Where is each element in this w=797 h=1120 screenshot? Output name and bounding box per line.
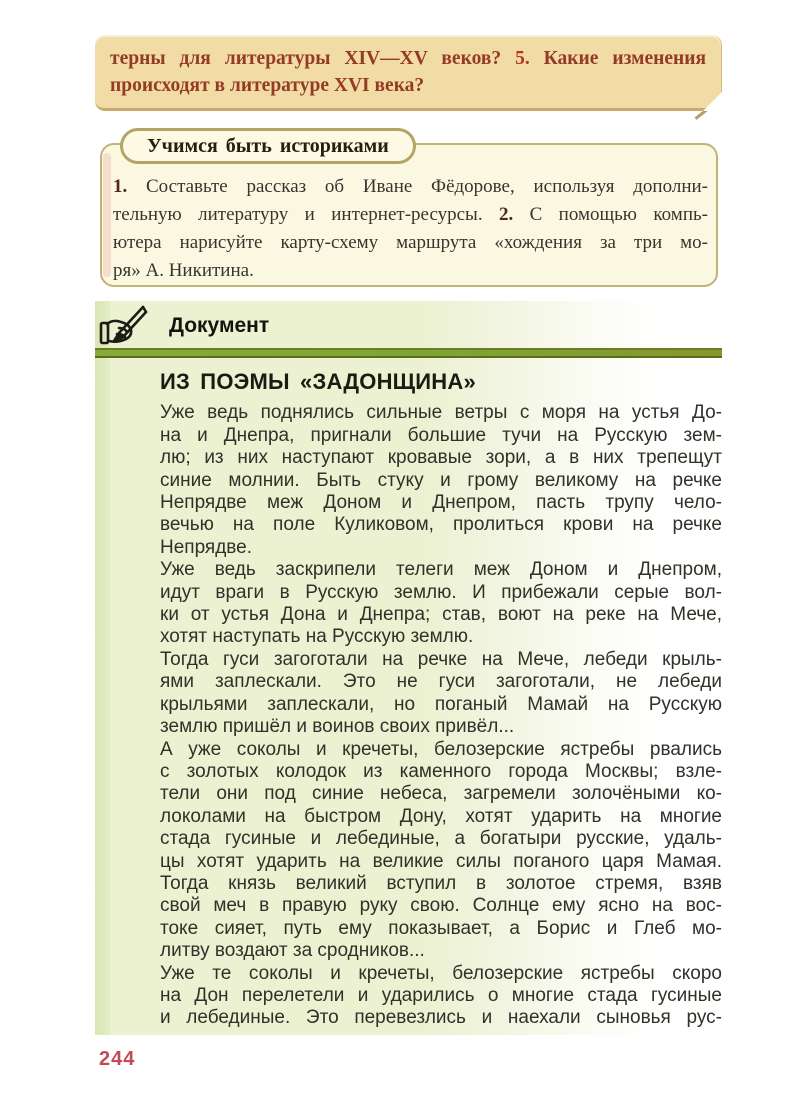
text-line: Непрядве меж Доном и Днепром, пасть трупу чело- <box>160 492 722 514</box>
learning-section-box <box>100 134 718 287</box>
text-line: свой меч в правую руку свою. Солнце ему ясно на вос- <box>160 895 722 917</box>
document-section <box>95 301 722 1035</box>
text-line: лю; из них наступают кровавые зори, а в них трепещут <box>160 447 722 469</box>
tasks-text <box>102 145 716 285</box>
text-line: Уже те соколы и кречеты, белозерские ястребы скоро <box>160 962 722 984</box>
document-paragraph <box>160 649 722 739</box>
text-line: Уже ведь заскрипели телеги меж Доном и Днепром, <box>160 559 722 581</box>
text-line: тели они под синие небеса, загремели золочёными ко- <box>160 783 722 805</box>
learning-section-title: Учимся быть историками <box>147 134 389 157</box>
text-line: ря» А. Никитина. <box>113 260 254 281</box>
document-margin-strip <box>95 301 110 1035</box>
document-body <box>160 371 722 1030</box>
text-line: 1. Составьте рассказ об Иване Фёдорове, используя дополни- <box>113 176 708 197</box>
text-line: Непрядве. <box>160 536 253 558</box>
text-line: цы хотят ударить на великие силы поганого царя Мамая. <box>160 850 722 872</box>
document-title: ИЗ ПОЭМЫ «ЗАДОНЩИНА» <box>160 369 476 394</box>
text-line: происходят в литературе XVI века? <box>110 75 425 96</box>
text-line: ютера нарисуйте карту-схему маршрута «хождения за три мо- <box>113 232 708 253</box>
document-header <box>99 303 269 349</box>
text-line: Тогда гуси загоготали на речке на Мече, лебеди крыль- <box>160 648 722 670</box>
text-line: землю пришёл и воинов своих привёл... <box>160 716 515 738</box>
text-line: терны для литературы XIV—XV веков? 5. Какие изменения <box>110 48 707 69</box>
text-line: Тогда князь великий вступил в золотое стремя, взяв <box>160 872 722 894</box>
document-paragraph <box>160 739 722 963</box>
questions-text <box>95 35 721 99</box>
text-line: на и Днепра, пригнали большие тучи на Русскую зем- <box>160 424 722 446</box>
page-curl-decoration <box>703 92 722 111</box>
document-label: Документ <box>169 314 270 337</box>
text-line: вечью на поле Куликовом, пролиться крови на речке <box>160 514 722 536</box>
document-paragraphs <box>160 402 722 1029</box>
text-line: ки от устья Дона и Днепра; став, воют на реке на Мече, <box>160 604 722 626</box>
text-line: А уже соколы и кречеты, белозерские ястребы рвались <box>160 738 722 760</box>
text-line: и лебединые. Это перевезлись и наехали сыновья рус- <box>160 1007 722 1029</box>
writing-hand-icon <box>99 304 155 348</box>
document-paragraph <box>160 402 722 559</box>
text-line: литву воздают за сродников... <box>160 940 425 962</box>
text-line: идут враги в Русскую землю. И прибежали серые вол- <box>160 581 722 603</box>
text-line: тельную литературу и интернет-ресурсы. 2. С помощью компь- <box>113 204 708 225</box>
text-line: на Дон перелетели и ударились о многие стада гусиные <box>160 984 722 1006</box>
text-line: стада гусиные и лебединые, а богатыри русские, удаль- <box>160 828 722 850</box>
text-line: ями заплескали. Это не гуси загоготали, не лебеди <box>160 671 722 693</box>
text-line: Уже ведь поднялись сильные ветры с моря на устья До- <box>160 402 722 424</box>
document-paragraph <box>160 963 722 1030</box>
text-line: синие молнии. Быть стуку и грому великому на речке <box>160 469 722 491</box>
document-paragraph <box>160 559 722 649</box>
section-divider-bar <box>95 348 722 358</box>
text-line: с золотых колодок из каменного города Москвы; взле- <box>160 760 722 782</box>
page-number: 244 <box>99 1048 136 1070</box>
text-line: хотят наступать на Русскую землю. <box>160 626 474 648</box>
learning-section-title-pill <box>120 128 416 164</box>
text-line: локолами на быстром Дону, хотят ударить на многие <box>160 805 722 827</box>
text-line: токе сияет, путь ему показывает, а Борис и Глеб мо- <box>160 917 722 939</box>
margin-accent-strip <box>103 153 111 277</box>
text-line: крыльями заплескали, но поганый Мамай на Русскую <box>160 693 722 715</box>
questions-box <box>95 35 722 111</box>
